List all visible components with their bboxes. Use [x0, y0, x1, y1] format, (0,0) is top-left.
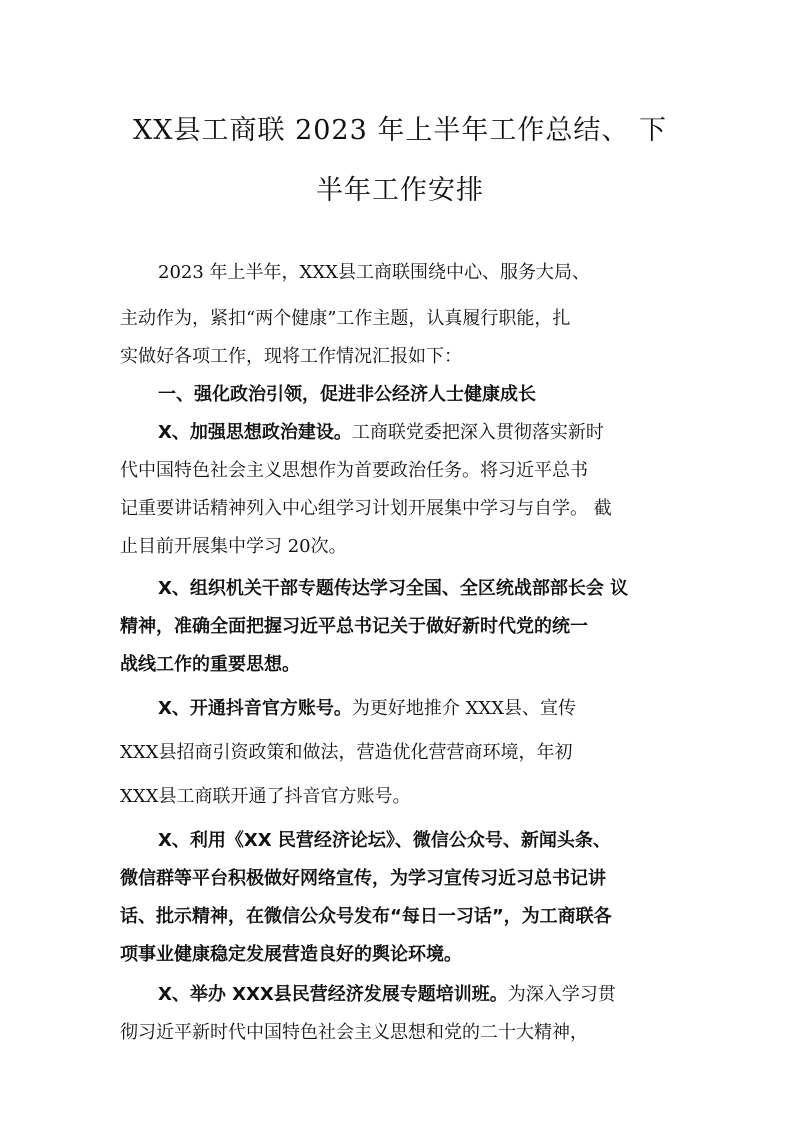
- item-5-line-1-rest: 为深入学习贯: [507, 984, 616, 1005]
- item-4-line-4: 项事业健康稳定发展营造良好的舆论环境。: [120, 944, 462, 965]
- item-3-line-3: XXX县工商联开通了抖音官方账号。: [120, 786, 411, 807]
- item-2-line-1: X、组织机关干部专题传达学习全国、全区统战部部长会 议: [158, 578, 629, 599]
- item-1-line-1-rest: 工商联党委把深入贯彻落实新时: [351, 422, 604, 443]
- intro-line-2: 主动作为，紧扣“两个健康”工作主题，认真履行职能，扎: [120, 308, 571, 329]
- item-4-line-3: 话、批示精神，在微信公众号发布“每日一习话”，为工商联各: [120, 906, 612, 927]
- item-1-line-4: 止目前开展集中学习 20次。: [120, 536, 347, 557]
- item-5-line-2: 彻习近平新时代中国特色社会主义思想和党的二十大精神，: [120, 1022, 588, 1043]
- item-2-line-2: 精神，准确全面把握习近平总书记关于做好新时代党的统一: [120, 616, 588, 637]
- item-1-line-1: [158, 418, 690, 444]
- intro-line-1: 2023 年上半年，XXX县工商联围绕中心、服务大局、: [158, 262, 590, 283]
- item-5-line-1: [158, 980, 690, 1006]
- item-3-line-2: XXX县招商引资政策和做法，营造优化营营商环境，年初: [120, 742, 573, 763]
- section-1-heading: 一、强化政治引领，促进非公经济人士健康成长: [158, 384, 536, 405]
- item-2-line-3: 战线工作的重要思想。: [120, 654, 300, 675]
- item-3-line-1: [158, 694, 690, 720]
- item-1-line-3: 记重要讲话精神列入中心组学习计划开展集中学习与自学。 截: [120, 498, 612, 519]
- document-title-line-1: XX县工商联 2023 年上半年工作总结、 下: [133, 115, 667, 146]
- item-3-line-1-rest: 为更好地推介 XXX县、宣传: [351, 698, 577, 719]
- intro-line-3: 实做好各项工作，现将工作情况汇报如下：: [120, 346, 462, 367]
- item-1-line-2: 代中国特色社会主义思想作为首要政治任务。将习近平总书: [120, 460, 588, 481]
- item-5-lead: X、举办 XXX县民营经济发展专题培训班。: [158, 984, 508, 1005]
- item-3-lead: X、开通抖音官方账号。: [158, 698, 352, 719]
- item-1-lead: X、加强思想政治建设。: [158, 422, 352, 443]
- item-4-line-2: 微信群等平台积极做好网络宣传，为学习宣传习近习总书记讲: [120, 868, 606, 889]
- item-4-line-1: X、利用《XX 民营经济论坛》、微信公众号、新闻头条、: [158, 830, 611, 851]
- document-title-line-2: 半年工作安排: [316, 175, 484, 206]
